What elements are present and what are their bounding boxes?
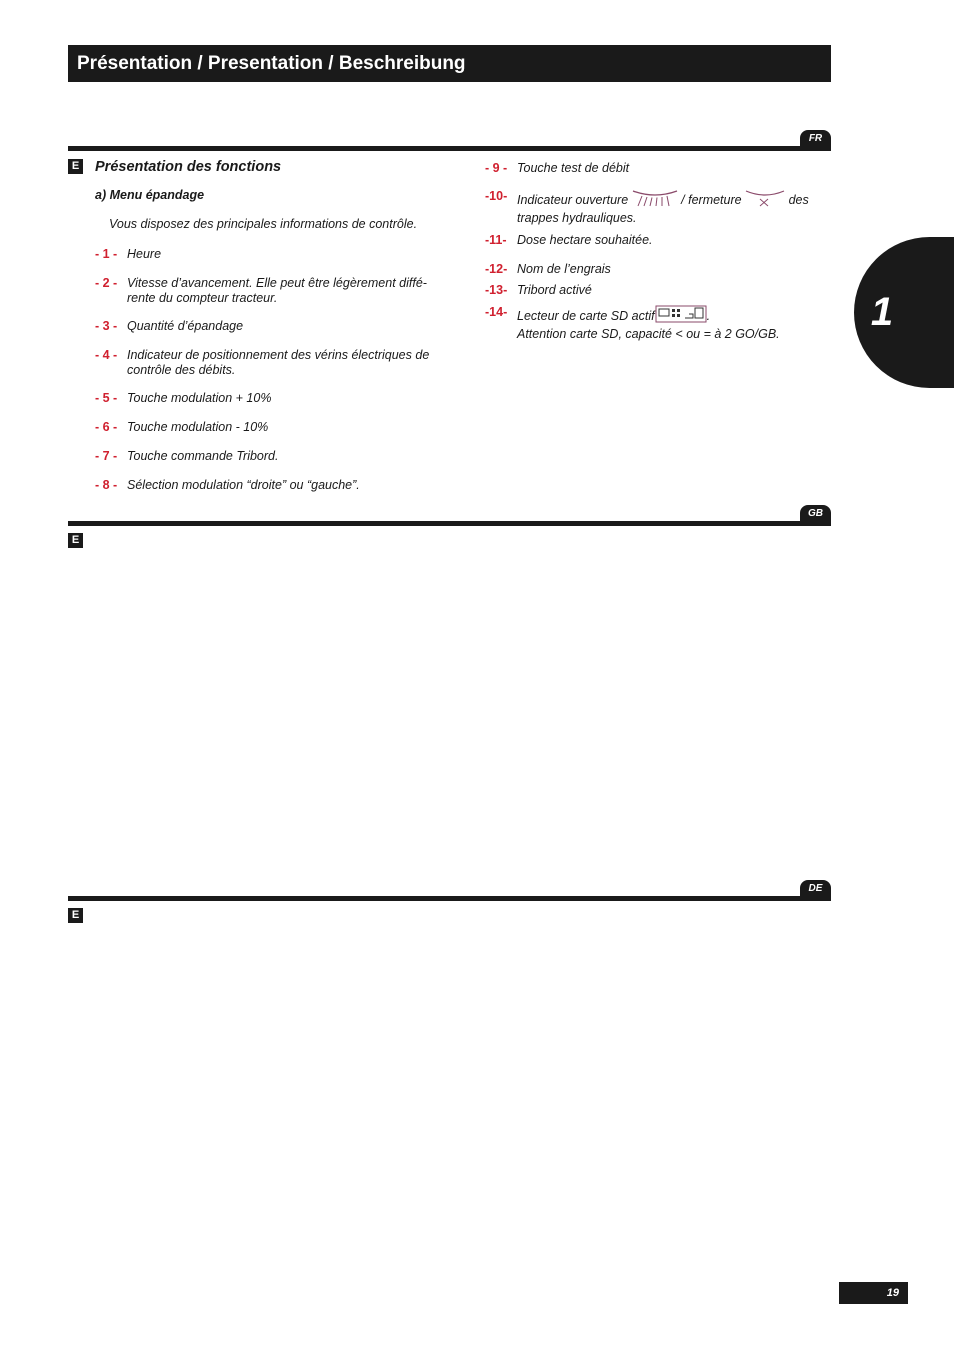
item-number: -13- xyxy=(485,283,508,297)
item-number: - 4 - xyxy=(95,348,118,362)
list-item xyxy=(95,391,440,406)
lang-tab-fr: FR xyxy=(800,130,831,148)
list-item xyxy=(95,420,440,435)
item-number: -12- xyxy=(485,262,508,276)
section-marker-gb: E xyxy=(68,533,83,548)
item-text: Nom de l’engrais xyxy=(517,262,611,276)
item-text: Sélection modulation “droite” ou “gauche”. xyxy=(127,478,360,492)
list-item xyxy=(485,189,830,226)
item-text xyxy=(485,305,830,342)
item-text: Tribord activé xyxy=(517,283,592,297)
item-text: Touche modulation - 10% xyxy=(127,420,269,434)
hatch-closed-icon xyxy=(745,189,785,211)
item-text xyxy=(485,189,830,226)
item-number: - 1 - xyxy=(95,247,118,261)
list-item xyxy=(485,233,830,248)
list-item xyxy=(485,283,830,298)
section-rule-gb xyxy=(68,521,831,526)
item-number: - 9 - xyxy=(485,161,508,175)
section-rule-de xyxy=(68,896,831,901)
item-number: - 2 - xyxy=(95,276,118,290)
list-item xyxy=(95,319,440,334)
list-item xyxy=(95,276,440,306)
item-text-part: / fermeture xyxy=(681,193,742,207)
list-item xyxy=(95,247,440,262)
section-marker-fr: E xyxy=(68,159,83,174)
item-number: -11- xyxy=(485,233,507,247)
intro-text: Vous disposez des principales informations de contrôle. xyxy=(109,217,418,231)
list-item xyxy=(485,262,830,277)
page-header-title: Présentation / Presentation / Beschreibung xyxy=(68,45,831,82)
item-number: -14- xyxy=(485,305,508,319)
section-marker-de: E xyxy=(68,908,83,923)
item-text: Dose hectare souhaitée. xyxy=(517,233,653,247)
item-number: -10- xyxy=(485,189,508,203)
item-text-part: . xyxy=(706,309,711,323)
item-number: - 5 - xyxy=(95,391,118,405)
item-number: - 8 - xyxy=(95,478,118,492)
item-text-part: trappes hydrauliques. xyxy=(517,211,637,225)
list-item xyxy=(485,305,830,342)
subsection-title: a) Menu épandage xyxy=(95,188,205,202)
item-text-part: Indicateur ouverture xyxy=(517,193,629,207)
list-item xyxy=(485,161,830,176)
section-rule-fr xyxy=(68,146,831,151)
item-text: Quantité d’épandage xyxy=(127,319,244,333)
sd-card-reader-icon xyxy=(655,305,707,327)
item-text-part: Attention carte SD, capacité < ou = à 2 GO/GB. xyxy=(517,327,780,341)
item-text: Touche commande Tribord. xyxy=(127,449,279,463)
item-text: Touche modulation + 10% xyxy=(127,391,272,405)
item-text-part: des xyxy=(788,193,809,207)
item-number: - 6 - xyxy=(95,420,118,434)
lang-tab-de: DE xyxy=(800,880,831,898)
item-text-part: Lecteur de carte SD actif xyxy=(517,309,655,323)
list-item xyxy=(95,348,440,378)
page-number: 19 xyxy=(839,1282,908,1304)
item-text: Touche test de débit xyxy=(517,161,630,175)
item-number: - 3 - xyxy=(95,319,118,333)
lang-tab-gb: GB xyxy=(800,505,831,523)
item-text: Heure xyxy=(127,247,162,261)
list-item xyxy=(95,478,440,493)
item-text: Indicateur de positionnement des vérins électriques de contrôle des débits. xyxy=(127,348,430,377)
section-title: Présentation des fonctions xyxy=(95,159,282,175)
hatch-open-icon xyxy=(632,189,678,211)
item-number: - 7 - xyxy=(95,449,118,463)
item-text: Vitesse d’avancement. Elle peut être légèrement diffé-rente du compteur tracteur. xyxy=(127,276,427,305)
list-item xyxy=(95,449,440,464)
chapter-number: 1 xyxy=(870,290,894,334)
